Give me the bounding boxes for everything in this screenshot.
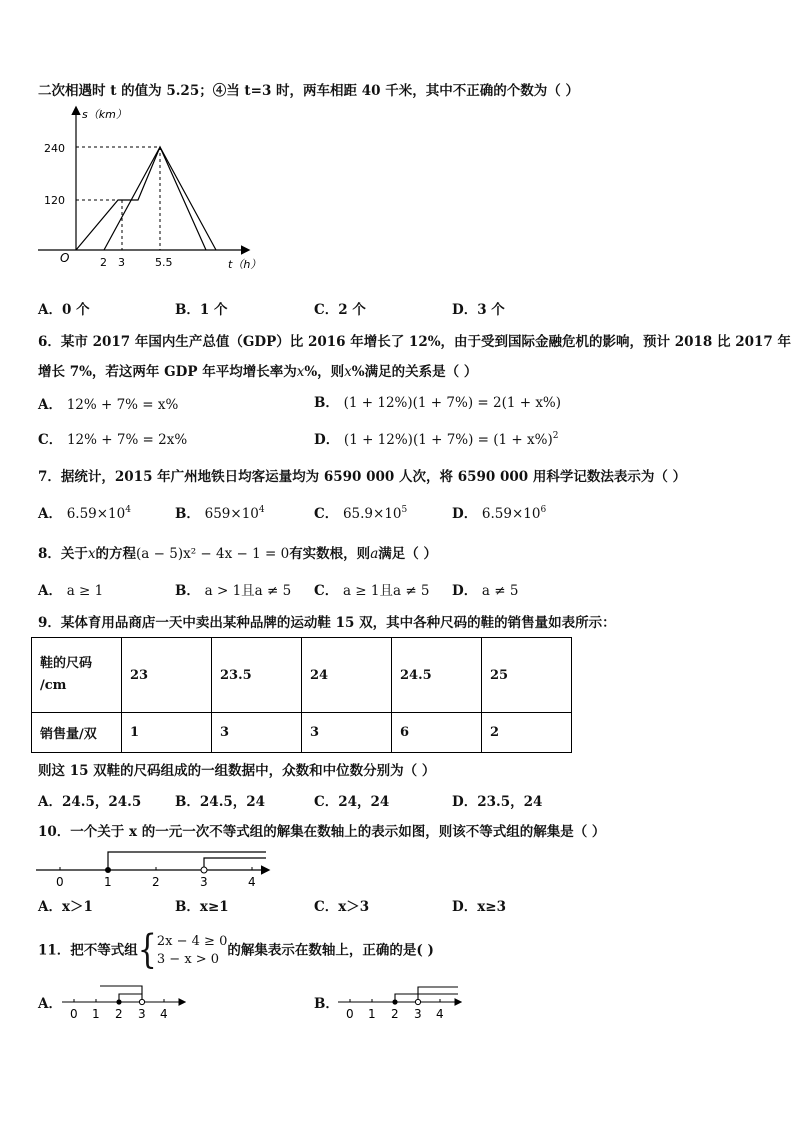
q9-option-c[interactable]: C．24，24	[314, 794, 390, 810]
q9-option-d[interactable]: D．23.5，24	[452, 794, 543, 810]
q11-text: 11．把不等式组{ 2x − 4 ≥ 0 3 − x > 0 的解集表示在数轴上，正确的是( )	[38, 927, 434, 973]
q5-option-b[interactable]: B．1 个	[175, 302, 228, 318]
svg-text:2: 2	[391, 1007, 399, 1021]
q5-xtick-2: 2	[100, 256, 107, 269]
svg-text:4: 4	[248, 875, 256, 889]
q6-option-c[interactable]: C． 12% + 7% = 2x%	[38, 432, 188, 448]
q10-option-b[interactable]: B．x≥1	[175, 899, 229, 915]
q9-size-cell: 24.5	[392, 638, 482, 713]
q8-option-a[interactable]: A． a ≥ 1	[38, 583, 104, 599]
q9-count-cell: 3	[212, 713, 302, 753]
q9-text: 9．某体育用品商店一天中卖出某种品牌的运动鞋 15 双，其中各种尺码的鞋的销售量如表所示：	[38, 615, 616, 631]
q6-line1: 6．某市 2017 年国内生产总值（GDP）比 2016 年增长了 12%，由于受到国际金融危机的影响，预计 2018 比 2017 年	[38, 334, 791, 350]
q11-system-line1: 2x − 4 ≥ 0	[156, 933, 228, 949]
svg-text:4: 4	[436, 1007, 444, 1021]
q9-size-cell: 23.5	[212, 638, 302, 713]
q11-option-b[interactable]: B．	[314, 996, 339, 1012]
q8-text: 8．关于x的方程(a − 5)x² − 4x − 1 = 0有实数根，则a满足（ ）	[38, 546, 437, 562]
q5-ytick-240: 240	[44, 142, 65, 155]
q9-size-cell: 24	[302, 638, 392, 713]
q5-option-d[interactable]: D．3 个	[452, 302, 505, 318]
svg-text:4: 4	[160, 1007, 168, 1021]
q5-line-car-a	[76, 147, 206, 250]
svg-text:0: 0	[70, 1007, 78, 1021]
q5-text: 二次相遇时 t 的值为 5.25；④当 t=3 时，两车相距 40 千米，其中不正确的个数为（ ）	[38, 83, 579, 99]
svg-text:3: 3	[414, 1007, 422, 1021]
q9-row2-header: 销售量/双	[32, 713, 122, 753]
q5-xtick-5.5: 5.5	[155, 256, 173, 269]
q10-option-c[interactable]: C．x＞3	[314, 899, 370, 915]
q5-x-label: t（h）	[228, 258, 262, 271]
svg-text:0: 0	[56, 875, 64, 889]
q11-system-line2: 3 − x > 0	[156, 951, 220, 967]
svg-text:1: 1	[92, 1007, 100, 1021]
q11-option-b-number-line[interactable]	[336, 982, 466, 1024]
q9-count-cell: 3	[302, 713, 392, 753]
q9-row1-header: 鞋的尺码 /cm	[32, 638, 122, 713]
q9-size-cell: 25	[482, 638, 572, 713]
q9-count-cell: 6	[392, 713, 482, 753]
q6-line2: 增长 7%，若这两年 GDP 年平均增长率为x%，则x%满足的关系是（ ）	[38, 364, 478, 380]
svg-text:1: 1	[104, 875, 112, 889]
svg-text:3: 3	[138, 1007, 146, 1021]
q5-option-c[interactable]: C．2 个	[314, 302, 366, 318]
q5-y-label: s（km）	[82, 108, 127, 121]
svg-text:0: 0	[346, 1007, 354, 1021]
q7-option-b[interactable]: B． $659\times 10^4$	[175, 505, 265, 522]
q10-number-line	[36, 846, 276, 892]
q5-origin: O	[60, 251, 70, 265]
q7-text: 7．据统计，2015 年广州地铁日均客运量均为 6590 000 人次，将 6590 000 用科学记数法表示为（ ）	[38, 469, 687, 485]
svg-text:1: 1	[368, 1007, 376, 1021]
q9-count-cell: 2	[482, 713, 572, 753]
q8-option-d[interactable]: D． a ≠ 5	[452, 583, 519, 599]
q5-option-a[interactable]: A．0 个	[38, 302, 90, 318]
q10-option-d[interactable]: D．x≥3	[452, 899, 506, 915]
q11-option-a[interactable]: A．	[38, 996, 62, 1012]
q5-xtick-3: 3	[118, 256, 125, 269]
svg-text:2: 2	[115, 1007, 123, 1021]
q5-distance-time-graph	[30, 100, 280, 280]
q6-option-a[interactable]: A． 12% + 7% = x%	[38, 397, 179, 413]
q6-option-b[interactable]: B． (1 + 12%)(1 + 7%) = 2(1 + x%)	[314, 395, 562, 411]
q10-text: 10．一个关于 x 的一元一次不等式组的解集在数轴上的表示如图，则该不等式组的解集是（ ）	[38, 824, 606, 840]
q10-option-a[interactable]: A．x＞1	[38, 899, 93, 915]
q11-option-a-number-line[interactable]	[60, 982, 190, 1024]
q6-option-d[interactable]: D． $(1 + 12\%)(1 + 7\%) = (1 + x\%)^2$	[314, 431, 559, 448]
q7-option-d[interactable]: D． $6.59\times 10^6$	[452, 505, 547, 522]
q9-count-cell: 1	[122, 713, 212, 753]
q7-option-a[interactable]: A． $6.59\times 10^4$	[38, 505, 131, 522]
q9-option-a[interactable]: A．24.5，24.5	[38, 794, 142, 810]
q5-ytick-120: 120	[44, 194, 65, 207]
q7-option-c[interactable]: C． $65.9\times 10^5$	[314, 505, 408, 522]
svg-text:3: 3	[200, 875, 208, 889]
q8-option-b[interactable]: B． a > 1且a ≠ 5	[175, 583, 292, 599]
q9-size-cell: 23	[122, 638, 212, 713]
q9-option-b[interactable]: B．24.5，24	[175, 794, 266, 810]
q9-followup: 则这 15 双鞋的尺码组成的一组数据中，众数和中位数分别为（ ）	[38, 763, 436, 779]
q8-option-c[interactable]: C． a ≥ 1且a ≠ 5	[314, 583, 430, 599]
svg-text:2: 2	[152, 875, 160, 889]
q9-size-table	[31, 637, 572, 753]
